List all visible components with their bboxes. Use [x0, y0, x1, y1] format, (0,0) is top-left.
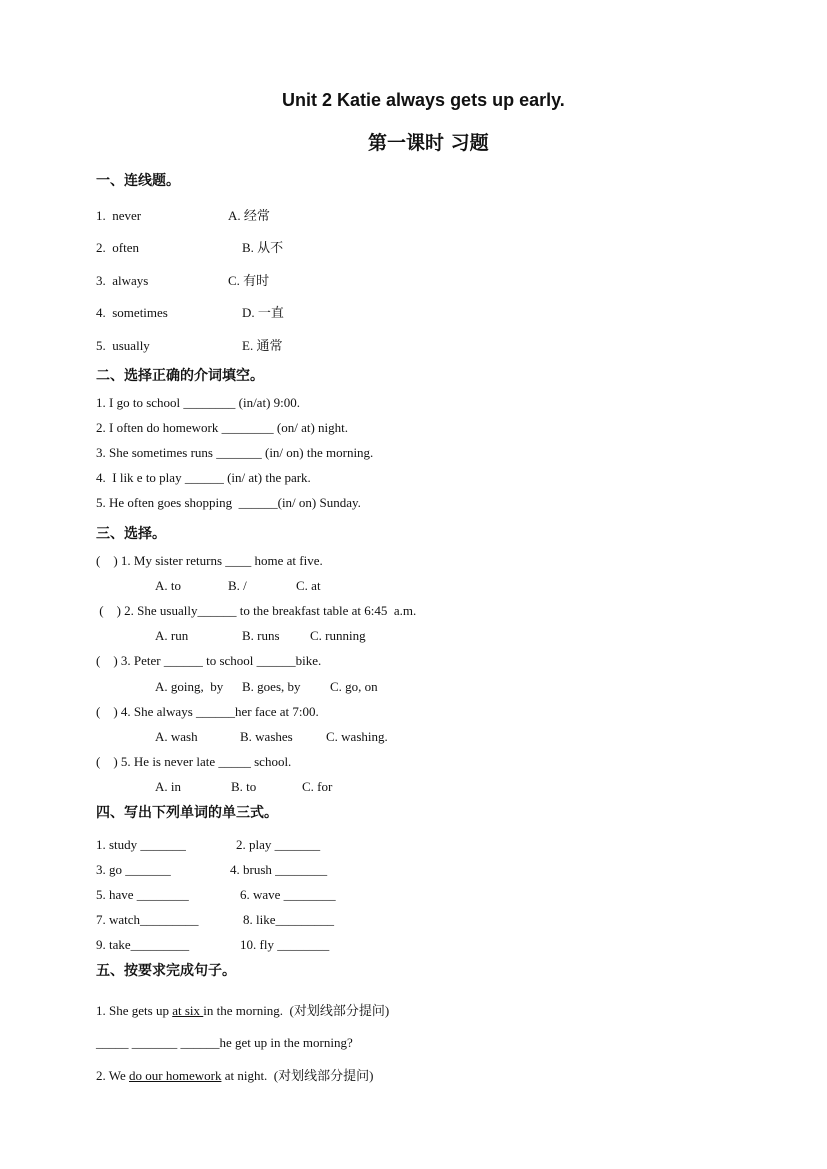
word-item-6: 6. wave ________	[240, 887, 336, 902]
word-item-3: 3. go _______	[96, 862, 171, 877]
mc-q3-option-b: B. goes, by	[242, 679, 301, 694]
mc-q5-option-b: B. to	[231, 779, 257, 794]
word-item-1: 1. study _______	[96, 837, 186, 852]
match-right-4: D. 一直	[242, 305, 284, 320]
mc-q1-option-b: B. /	[228, 578, 247, 593]
match-left-4: 4. sometimes	[96, 305, 168, 320]
mc-q2-option-b: B. runs	[242, 628, 280, 643]
mc-q2-option-c: C. running	[310, 628, 366, 643]
fill-item-3: 3. She sometimes runs _______ (in/ on) the morning.	[96, 445, 374, 460]
word-item-10: 10. fly ________	[240, 937, 330, 952]
rewrite-question-1	[96, 1004, 389, 1017]
q1-post-text: in the morning. (对划线部分提问)	[203, 1003, 390, 1018]
match-left-3: 3. always	[96, 273, 149, 288]
fill-item-1: 1. I go to school ________ (in/at) 9:00.	[96, 395, 301, 410]
section5-heading: 五、按要求完成句子。	[96, 963, 236, 979]
mc-q5-option-c: C. for	[302, 779, 333, 794]
mc-q4-option-b: B. washes	[240, 729, 293, 744]
match-right-1: A. 经常	[228, 208, 270, 223]
page-title: Unit 2 Katie always gets up early.	[282, 90, 565, 110]
mc-q1-option-a: A. to	[155, 578, 181, 593]
section4-heading: 四、写出下列单词的单三式。	[96, 805, 278, 821]
q1-underlined-text: at six	[172, 1003, 204, 1018]
match-right-2: B. 从不	[242, 240, 284, 255]
match-left-5: 5. usually	[96, 338, 150, 353]
mc-q4-option-a: A. wash	[155, 729, 198, 744]
word-item-4: 4. brush ________	[230, 862, 328, 877]
rewrite-answer-1: _____ _______ ______he get up in the morning?	[96, 1035, 353, 1050]
q2-pre-text: 2. We	[96, 1068, 130, 1083]
fill-item-4: 4. I lik e to play ______ (in/ at) the park.	[96, 470, 311, 485]
mc-question-4: ( ) 4. She always ______her face at 7:00.	[96, 704, 319, 719]
fill-item-2: 2. I often do homework ________ (on/ at) night.	[96, 420, 349, 435]
word-item-2: 2. play _______	[236, 837, 321, 852]
fill-item-5: 5. He often goes shopping ______(in/ on) Sunday.	[96, 495, 361, 510]
rewrite-question-2	[96, 1069, 373, 1082]
mc-q1-option-c: C. at	[296, 578, 321, 593]
mc-q3-option-c: C. go, on	[330, 679, 378, 694]
word-item-8: 8. like_________	[243, 912, 334, 927]
section3-heading: 三、选择。	[96, 526, 166, 542]
q1-pre-text: 1. She gets up	[96, 1003, 173, 1018]
section2-heading: 二、选择正确的介词填空。	[96, 368, 264, 384]
mc-q5-option-a: A. in	[155, 779, 181, 794]
mc-question-5: ( ) 5. He is never late _____ school.	[96, 754, 292, 769]
q2-underlined-text: do our homework	[129, 1068, 222, 1083]
word-item-7: 7. watch_________	[96, 912, 199, 927]
match-right-5: E. 通常	[242, 338, 283, 353]
match-left-1: 1. never	[96, 208, 142, 223]
mc-question-1: ( ) 1. My sister returns ____ home at five.	[96, 553, 323, 568]
match-left-2: 2. often	[96, 240, 139, 255]
mc-q3-option-a: A. going, by	[155, 679, 224, 694]
match-right-3: C. 有时	[228, 273, 270, 288]
lesson-subtitle: 第一课时 习题	[368, 132, 489, 154]
mc-question-3: ( ) 3. Peter ______ to school ______bike.	[96, 653, 322, 668]
mc-q2-option-a: A. run	[155, 628, 189, 643]
q2-post-text: at night. (对划线部分提问)	[221, 1068, 374, 1083]
section1-heading: 一、连线题。	[96, 173, 180, 189]
mc-q4-option-c: C. washing.	[326, 729, 388, 744]
word-item-5: 5. have ________	[96, 887, 189, 902]
word-item-9: 9. take_________	[96, 937, 190, 952]
mc-question-2: ( ) 2. She usually______ to the breakfast table at 6:45 a.m.	[96, 603, 417, 618]
